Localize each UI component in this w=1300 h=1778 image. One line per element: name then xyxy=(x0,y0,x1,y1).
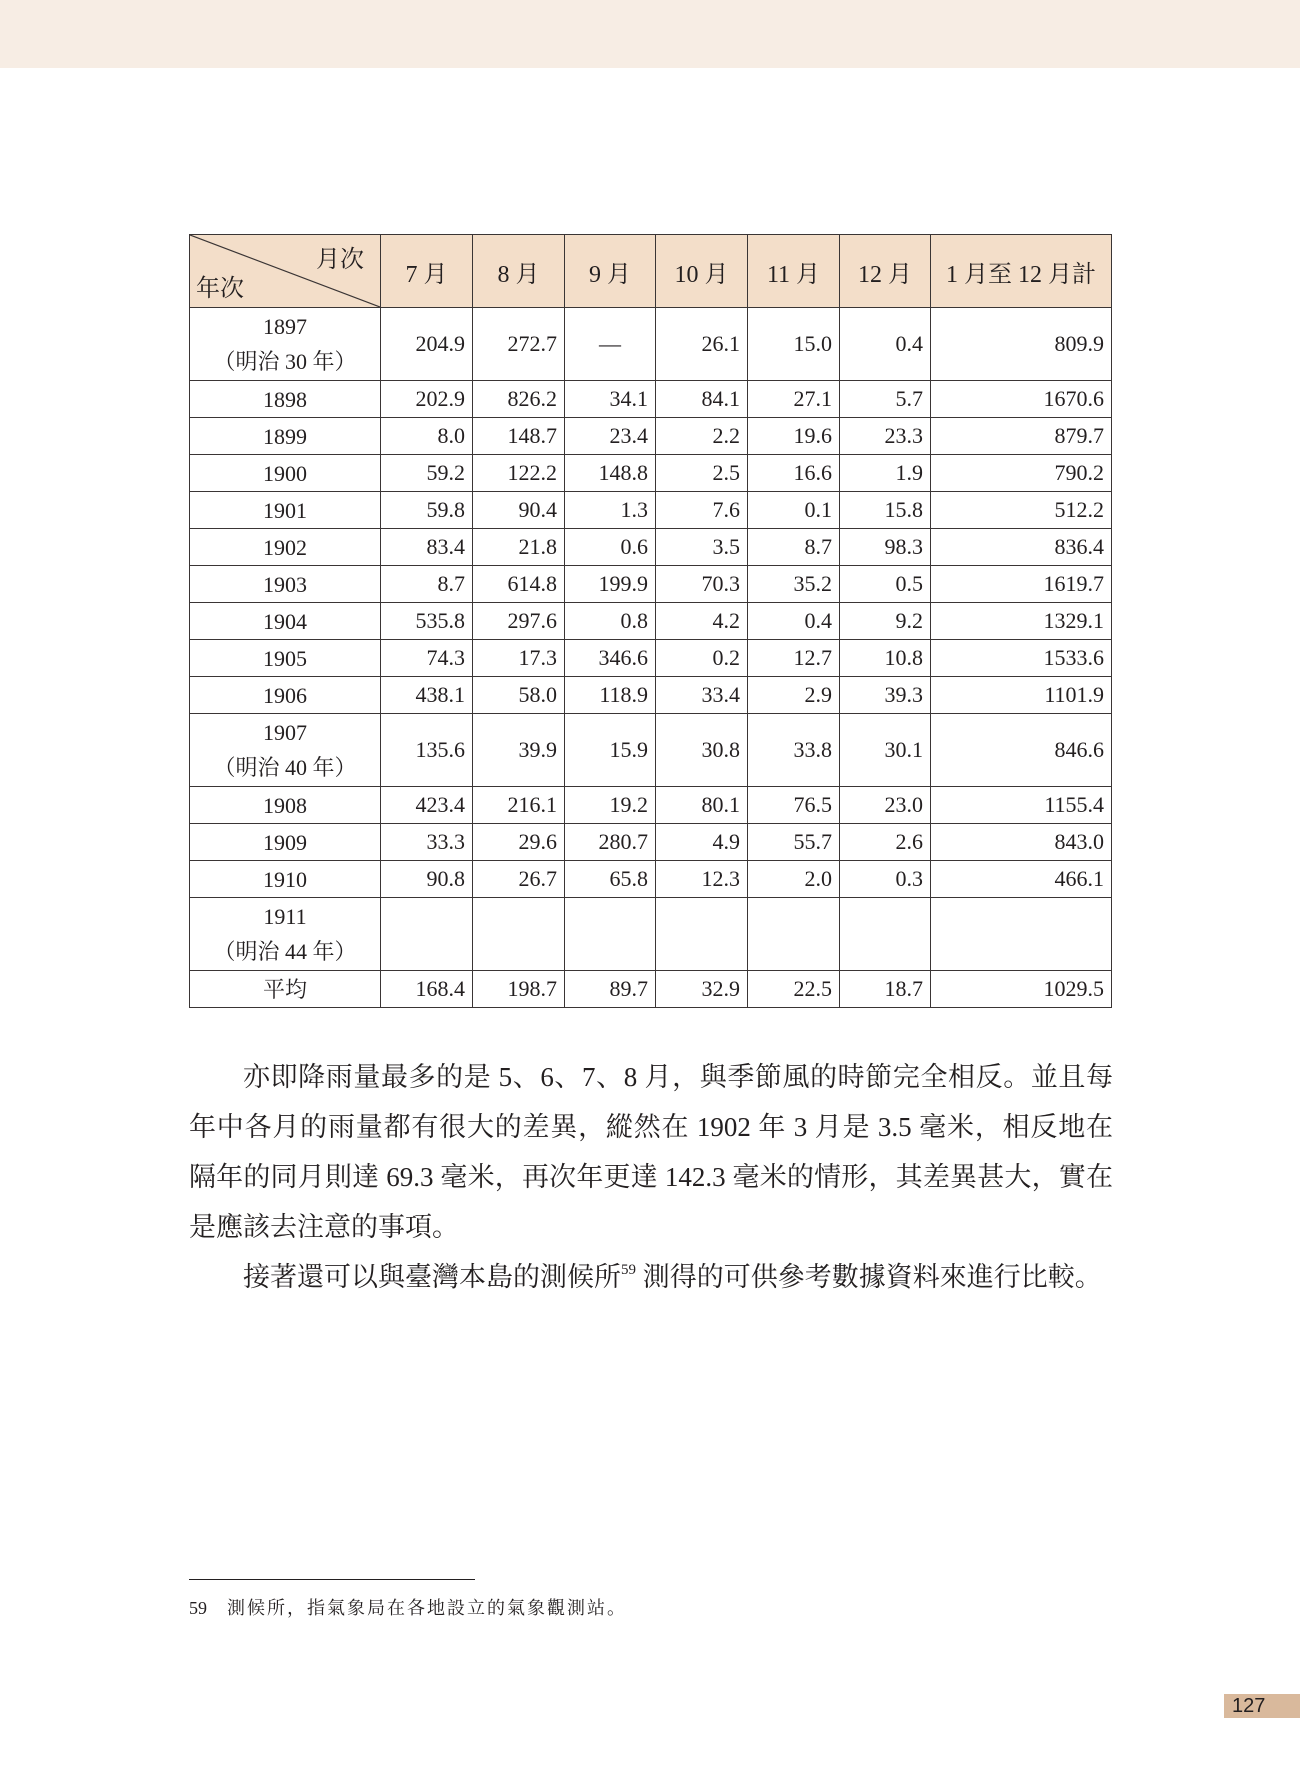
rainfall-value-cell: 1670.6 xyxy=(931,381,1112,418)
rainfall-value-cell: 21.8 xyxy=(473,529,565,566)
rainfall-value-cell: 80.1 xyxy=(656,787,748,824)
year-label: 1910 xyxy=(263,866,307,892)
paragraph-text: 接著還可以與臺灣本島的測候所 xyxy=(243,1262,621,1292)
table-row xyxy=(190,861,1112,898)
rainfall-value-cell xyxy=(381,898,473,971)
header-band xyxy=(0,0,1300,68)
rainfall-value-cell xyxy=(931,898,1112,971)
corner-header-cell xyxy=(190,235,381,308)
rainfall-value-cell: 148.7 xyxy=(473,418,565,455)
rainfall-value-cell: 23.0 xyxy=(840,787,931,824)
rainfall-value-cell: 33.8 xyxy=(748,714,840,787)
rainfall-value-cell xyxy=(748,898,840,971)
table-row xyxy=(190,714,1112,787)
rainfall-value-cell: 33.3 xyxy=(381,824,473,861)
year-label: 1908 xyxy=(263,792,307,818)
paragraph-text: 測得的可供參考數據資料來進行比較。 xyxy=(636,1262,1102,1292)
rainfall-value-cell: 2.6 xyxy=(840,824,931,861)
footnote-reference: 59 xyxy=(621,1262,636,1278)
rainfall-value-cell: 16.6 xyxy=(748,455,840,492)
rainfall-value-cell: 65.8 xyxy=(565,861,656,898)
column-header: 9 月 xyxy=(565,235,656,308)
year-label: 1901 xyxy=(263,497,307,523)
year-cell xyxy=(190,455,381,492)
paragraph: 亦即降雨量最多的是 5、6、7、8 月，與季節風的時節完全相反。並且每年中各月的雨量都有很大的差異，縱然在 1902 年 3 月是 3.5 毫米，相反地在隔年的同月則達 69.3 毫米，再次年更達 142.3 毫米的情形，其差異甚大，實在是應該去注意的事項。 xyxy=(189,1062,1113,1242)
era-label: （明治 30 年） xyxy=(213,349,357,374)
year-cell xyxy=(190,971,381,1008)
rainfall-value-cell: 846.6 xyxy=(931,714,1112,787)
rainfall-value-cell: 30.1 xyxy=(840,714,931,787)
rainfall-value-cell: 19.2 xyxy=(565,787,656,824)
rainfall-value-cell: 74.3 xyxy=(381,640,473,677)
rainfall-value-cell: 148.8 xyxy=(565,455,656,492)
rainfall-value-cell: 0.6 xyxy=(565,529,656,566)
table-row xyxy=(190,677,1112,714)
rainfall-value-cell: 1329.1 xyxy=(931,603,1112,640)
rainfall-value-cell: 9.2 xyxy=(840,603,931,640)
rainfall-value-cell: 98.3 xyxy=(840,529,931,566)
rainfall-value-cell: 55.7 xyxy=(748,824,840,861)
table-row xyxy=(190,824,1112,861)
rainfall-value-cell: 535.8 xyxy=(381,603,473,640)
rainfall-value-cell: 59.8 xyxy=(381,492,473,529)
page-number: 127 xyxy=(1224,1694,1300,1718)
year-label: 1904 xyxy=(263,608,307,634)
year-label: 1899 xyxy=(263,423,307,449)
year-label: 平均 xyxy=(262,976,307,1002)
rainfall-value-cell xyxy=(473,898,565,971)
year-cell xyxy=(190,381,381,418)
rainfall-value-cell: 12.7 xyxy=(748,640,840,677)
rainfall-value-cell: 12.3 xyxy=(656,861,748,898)
rainfall-value-cell: 135.6 xyxy=(381,714,473,787)
rainfall-value-cell: 790.2 xyxy=(931,455,1112,492)
rainfall-value-cell: 202.9 xyxy=(381,381,473,418)
table-row xyxy=(190,455,1112,492)
era-label: （明治 40 年） xyxy=(213,755,357,780)
rainfall-value-cell: 5.7 xyxy=(840,381,931,418)
rainfall-value-cell: 0.4 xyxy=(748,603,840,640)
footnote-text: 測候所，指氣象局在各地設立的氣象觀測站。 xyxy=(227,1598,627,1618)
rainfall-value-cell: 30.8 xyxy=(656,714,748,787)
rainfall-value-cell: 27.1 xyxy=(748,381,840,418)
year-label: 1900 xyxy=(263,460,307,486)
rainfall-value-cell: 879.7 xyxy=(931,418,1112,455)
year-label: 1902 xyxy=(263,534,307,560)
rainfall-value-cell: 8.7 xyxy=(381,566,473,603)
rainfall-value-cell: 0.8 xyxy=(565,603,656,640)
rainfall-value-cell: 168.4 xyxy=(381,971,473,1008)
rainfall-value-cell: 89.7 xyxy=(565,971,656,1008)
table-row xyxy=(190,418,1112,455)
rainfall-value-cell: 423.4 xyxy=(381,787,473,824)
table-body xyxy=(190,308,1112,1008)
year-cell xyxy=(190,492,381,529)
table-row xyxy=(190,308,1112,381)
table-row xyxy=(190,381,1112,418)
column-header: 8 月 xyxy=(473,235,565,308)
rainfall-value-cell: 0.4 xyxy=(840,308,931,381)
rainfall-value-cell: 2.5 xyxy=(656,455,748,492)
table-row xyxy=(190,898,1112,971)
rainfall-value-cell: 0.5 xyxy=(840,566,931,603)
rainfall-value-cell: 4.2 xyxy=(656,603,748,640)
rainfall-value-cell: 809.9 xyxy=(931,308,1112,381)
rainfall-value-cell: 84.1 xyxy=(656,381,748,418)
rainfall-value-cell: 466.1 xyxy=(931,861,1112,898)
table-row xyxy=(190,566,1112,603)
rainfall-value-cell: 118.9 xyxy=(565,677,656,714)
year-label: 1911 xyxy=(263,904,307,929)
table-row xyxy=(190,971,1112,1008)
rainfall-value-cell xyxy=(840,898,931,971)
rainfall-value-cell: 0.1 xyxy=(748,492,840,529)
rainfall-value-cell: 1101.9 xyxy=(931,677,1112,714)
footnote xyxy=(189,1594,627,1620)
rainfall-value-cell: 17.3 xyxy=(473,640,565,677)
rainfall-value-cell: 83.4 xyxy=(381,529,473,566)
column-header: 12 月 xyxy=(840,235,931,308)
rainfall-value-cell: 4.9 xyxy=(656,824,748,861)
table-row xyxy=(190,529,1112,566)
rainfall-value-cell: 614.8 xyxy=(473,566,565,603)
year-label: 1909 xyxy=(263,829,307,855)
year-label: 1898 xyxy=(263,386,307,412)
year-cell xyxy=(190,308,381,381)
rainfall-value-cell: 2.9 xyxy=(748,677,840,714)
rainfall-value-cell: 15.8 xyxy=(840,492,931,529)
footnote-number: 59 xyxy=(189,1598,207,1618)
year-label: 1906 xyxy=(263,682,307,708)
rainfall-value-cell: 512.2 xyxy=(931,492,1112,529)
rainfall-value-cell: 280.7 xyxy=(565,824,656,861)
rainfall-value-cell: 35.2 xyxy=(748,566,840,603)
rainfall-value-cell: 90.4 xyxy=(473,492,565,529)
rainfall-value-cell: 26.1 xyxy=(656,308,748,381)
year-cell xyxy=(190,824,381,861)
rainfall-value-cell: 39.9 xyxy=(473,714,565,787)
rainfall-value-cell: 1619.7 xyxy=(931,566,1112,603)
rainfall-value-cell: 8.0 xyxy=(381,418,473,455)
rainfall-value-cell xyxy=(565,898,656,971)
rainfall-value-cell: 216.1 xyxy=(473,787,565,824)
rainfall-value-cell: 90.8 xyxy=(381,861,473,898)
column-header: 1 月至 12 月計 xyxy=(931,235,1112,308)
year-cell xyxy=(190,603,381,640)
rainfall-value-cell: 33.4 xyxy=(656,677,748,714)
year-label: 1905 xyxy=(263,645,307,671)
rainfall-value-cell: 32.9 xyxy=(656,971,748,1008)
table-row xyxy=(190,603,1112,640)
rainfall-value-cell: 23.4 xyxy=(565,418,656,455)
rainfall-value-cell: 1.9 xyxy=(840,455,931,492)
era-label: （明治 44 年） xyxy=(213,939,357,964)
table-row xyxy=(190,492,1112,529)
rainfall-value-cell: 76.5 xyxy=(748,787,840,824)
rainfall-value-cell: 199.9 xyxy=(565,566,656,603)
rainfall-value-cell: 19.6 xyxy=(748,418,840,455)
rainfall-value-cell: 2.0 xyxy=(748,861,840,898)
rainfall-value-cell: 0.3 xyxy=(840,861,931,898)
rainfall-value-cell: 26.7 xyxy=(473,861,565,898)
year-cell xyxy=(190,677,381,714)
year-cell xyxy=(190,714,381,787)
rainfall-value-cell: 3.5 xyxy=(656,529,748,566)
year-cell xyxy=(190,640,381,677)
rainfall-value-cell: 204.9 xyxy=(381,308,473,381)
rainfall-value-cell: 1029.5 xyxy=(931,971,1112,1008)
table-row xyxy=(190,640,1112,677)
rainfall-value-cell: 438.1 xyxy=(381,677,473,714)
month-axis-label: 月次 xyxy=(316,247,364,273)
rainfall-value-cell: 39.3 xyxy=(840,677,931,714)
column-header: 11 月 xyxy=(748,235,840,308)
rainfall-value-cell: 29.6 xyxy=(473,824,565,861)
rainfall-value-cell: 297.6 xyxy=(473,603,565,640)
rainfall-value-cell: — xyxy=(565,308,656,381)
rainfall-value-cell: 198.7 xyxy=(473,971,565,1008)
rainfall-value-cell: 34.1 xyxy=(565,381,656,418)
year-label: 1907 xyxy=(263,720,307,745)
rainfall-value-cell: 8.7 xyxy=(748,529,840,566)
table-row xyxy=(190,787,1112,824)
rainfall-value-cell: 10.8 xyxy=(840,640,931,677)
rainfall-value-cell: 2.2 xyxy=(656,418,748,455)
paragraph xyxy=(189,1252,1113,1302)
year-cell xyxy=(190,566,381,603)
rainfall-value-cell: 1.3 xyxy=(565,492,656,529)
year-label: 1903 xyxy=(263,571,307,597)
rainfall-value-cell: 346.6 xyxy=(565,640,656,677)
rainfall-value-cell: 7.6 xyxy=(656,492,748,529)
year-label: 1897 xyxy=(263,314,307,339)
rainfall-value-cell: 843.0 xyxy=(931,824,1112,861)
rainfall-value-cell: 70.3 xyxy=(656,566,748,603)
column-header: 10 月 xyxy=(656,235,748,308)
year-cell xyxy=(190,787,381,824)
rainfall-value-cell: 15.0 xyxy=(748,308,840,381)
year-cell xyxy=(190,418,381,455)
rainfall-value-cell: 836.4 xyxy=(931,529,1112,566)
year-cell xyxy=(190,898,381,971)
rainfall-value-cell: 18.7 xyxy=(840,971,931,1008)
rainfall-value-cell xyxy=(656,898,748,971)
rainfall-value-cell: 58.0 xyxy=(473,677,565,714)
rainfall-value-cell: 1155.4 xyxy=(931,787,1112,824)
footnote-divider xyxy=(189,1579,475,1580)
column-header: 7 月 xyxy=(381,235,473,308)
rainfall-value-cell: 1533.6 xyxy=(931,640,1112,677)
year-cell xyxy=(190,529,381,566)
year-axis-label: 年次 xyxy=(196,276,244,302)
rainfall-value-cell: 272.7 xyxy=(473,308,565,381)
rainfall-value-cell: 826.2 xyxy=(473,381,565,418)
rainfall-value-cell: 23.3 xyxy=(840,418,931,455)
year-cell xyxy=(190,861,381,898)
rainfall-value-cell: 15.9 xyxy=(565,714,656,787)
body-text xyxy=(189,1052,1113,1302)
rainfall-table xyxy=(189,234,1112,1008)
rainfall-value-cell: 0.2 xyxy=(656,640,748,677)
rainfall-value-cell: 122.2 xyxy=(473,455,565,492)
table-header-row xyxy=(190,235,1112,308)
rainfall-value-cell: 22.5 xyxy=(748,971,840,1008)
rainfall-value-cell: 59.2 xyxy=(381,455,473,492)
